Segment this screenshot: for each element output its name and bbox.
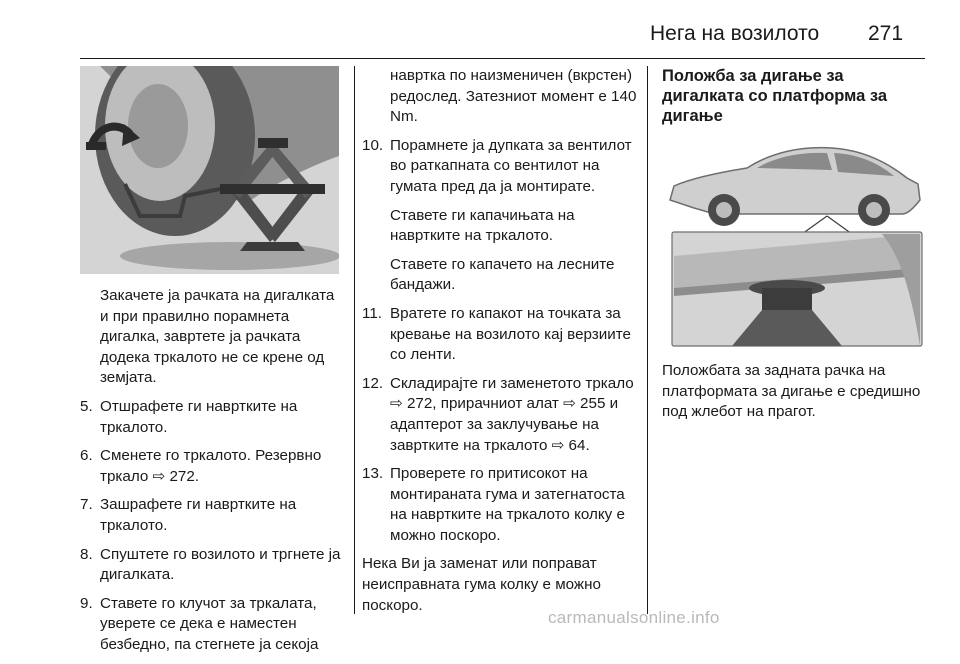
list-item xyxy=(80,397,342,438)
column-divider-right xyxy=(647,66,648,614)
list-item xyxy=(362,136,638,296)
right-column-caption xyxy=(662,361,926,431)
list-item xyxy=(80,594,342,656)
jack-illustration xyxy=(80,66,339,274)
figure-caption: Положбата за задната рачка на платформата за дигање е средишно под жлебот на прагот. xyxy=(662,362,921,421)
list-item xyxy=(362,304,638,366)
step-text: Сменете го тркалото. Резервно тркало ⇨ 272. xyxy=(100,447,322,485)
step-number: 10. xyxy=(362,136,384,154)
header-rule xyxy=(80,58,925,59)
section-title: Положба за дигање за дигалката со платформа за дигање xyxy=(662,67,888,125)
page-header-title: Нега на возилото xyxy=(650,22,820,45)
step-number: 6. xyxy=(80,447,93,465)
step-number: 12. xyxy=(362,374,384,392)
step-text: Складирајте ги заменетото тркало ⇨ 272, прирачниот алат ⇨ 255 и адаптерот за заклучување на завртките на тркалото ⇨ 64. xyxy=(390,374,634,454)
list-item xyxy=(80,495,342,536)
step-text: Ставете го клучот за тркалата, уверете се дека е наместен безбедно, па стегнете ја секоја xyxy=(100,594,319,653)
step-text: Проверете го притисокот на монтираната гума и затегнатоста на навртките на тркалото колку е можно поскоро. xyxy=(390,465,625,544)
step-number: 7. xyxy=(80,496,93,514)
step-text: Спуштете го возилото и тргнете ја дигалката. xyxy=(100,545,341,584)
step-text: Зашрафете ги навртките на тркалото. xyxy=(100,496,297,534)
left-column-text xyxy=(80,286,342,664)
middle-column-text xyxy=(362,66,638,624)
closing-paragraph: Нека Ви ја заменат или поправат неисправната гума колку е можно поскоро. xyxy=(362,555,601,614)
list-item xyxy=(362,464,638,546)
step-number: 13. xyxy=(362,465,384,483)
step-text: Вратете го капакот на точката за кревање на возилото кај верзиите со ленти. xyxy=(390,304,631,364)
step-number: 9. xyxy=(80,594,93,612)
continuation-paragraph: навртка по наизменичен (вкрстен) редослед. Затезниот момент е 140 Nm. xyxy=(390,67,637,126)
intro-paragraph: Закачете ја рачката на дигалката и при правилно порамнета дигалка, завртете ја рачката додека тркалото не се крене од земјата. xyxy=(100,287,335,387)
step-subtext: Ставете ги капачињата на навртките на тркалото. xyxy=(390,206,575,245)
list-item xyxy=(80,446,342,487)
column-divider-left xyxy=(354,66,355,614)
right-column-heading xyxy=(662,66,926,138)
watermark: carmanualsonline.info xyxy=(548,608,720,627)
lift-platform-illustration xyxy=(662,138,926,350)
step-text: Порамнете ја дупката за вентилот во раткапната со вентилот на гумата пред да ја монтирате. xyxy=(390,136,632,195)
list-item xyxy=(362,374,638,456)
step-subtext: Ставете го капачето на лесните бандажи. xyxy=(390,255,615,294)
list-item xyxy=(80,545,342,586)
step-number: 5. xyxy=(80,397,93,415)
step-number: 11. xyxy=(362,304,382,322)
step-text: Отшрафете ги навртките на тркалото. xyxy=(100,397,298,436)
step-number: 8. xyxy=(80,545,93,563)
page-number: 271 xyxy=(868,22,904,45)
